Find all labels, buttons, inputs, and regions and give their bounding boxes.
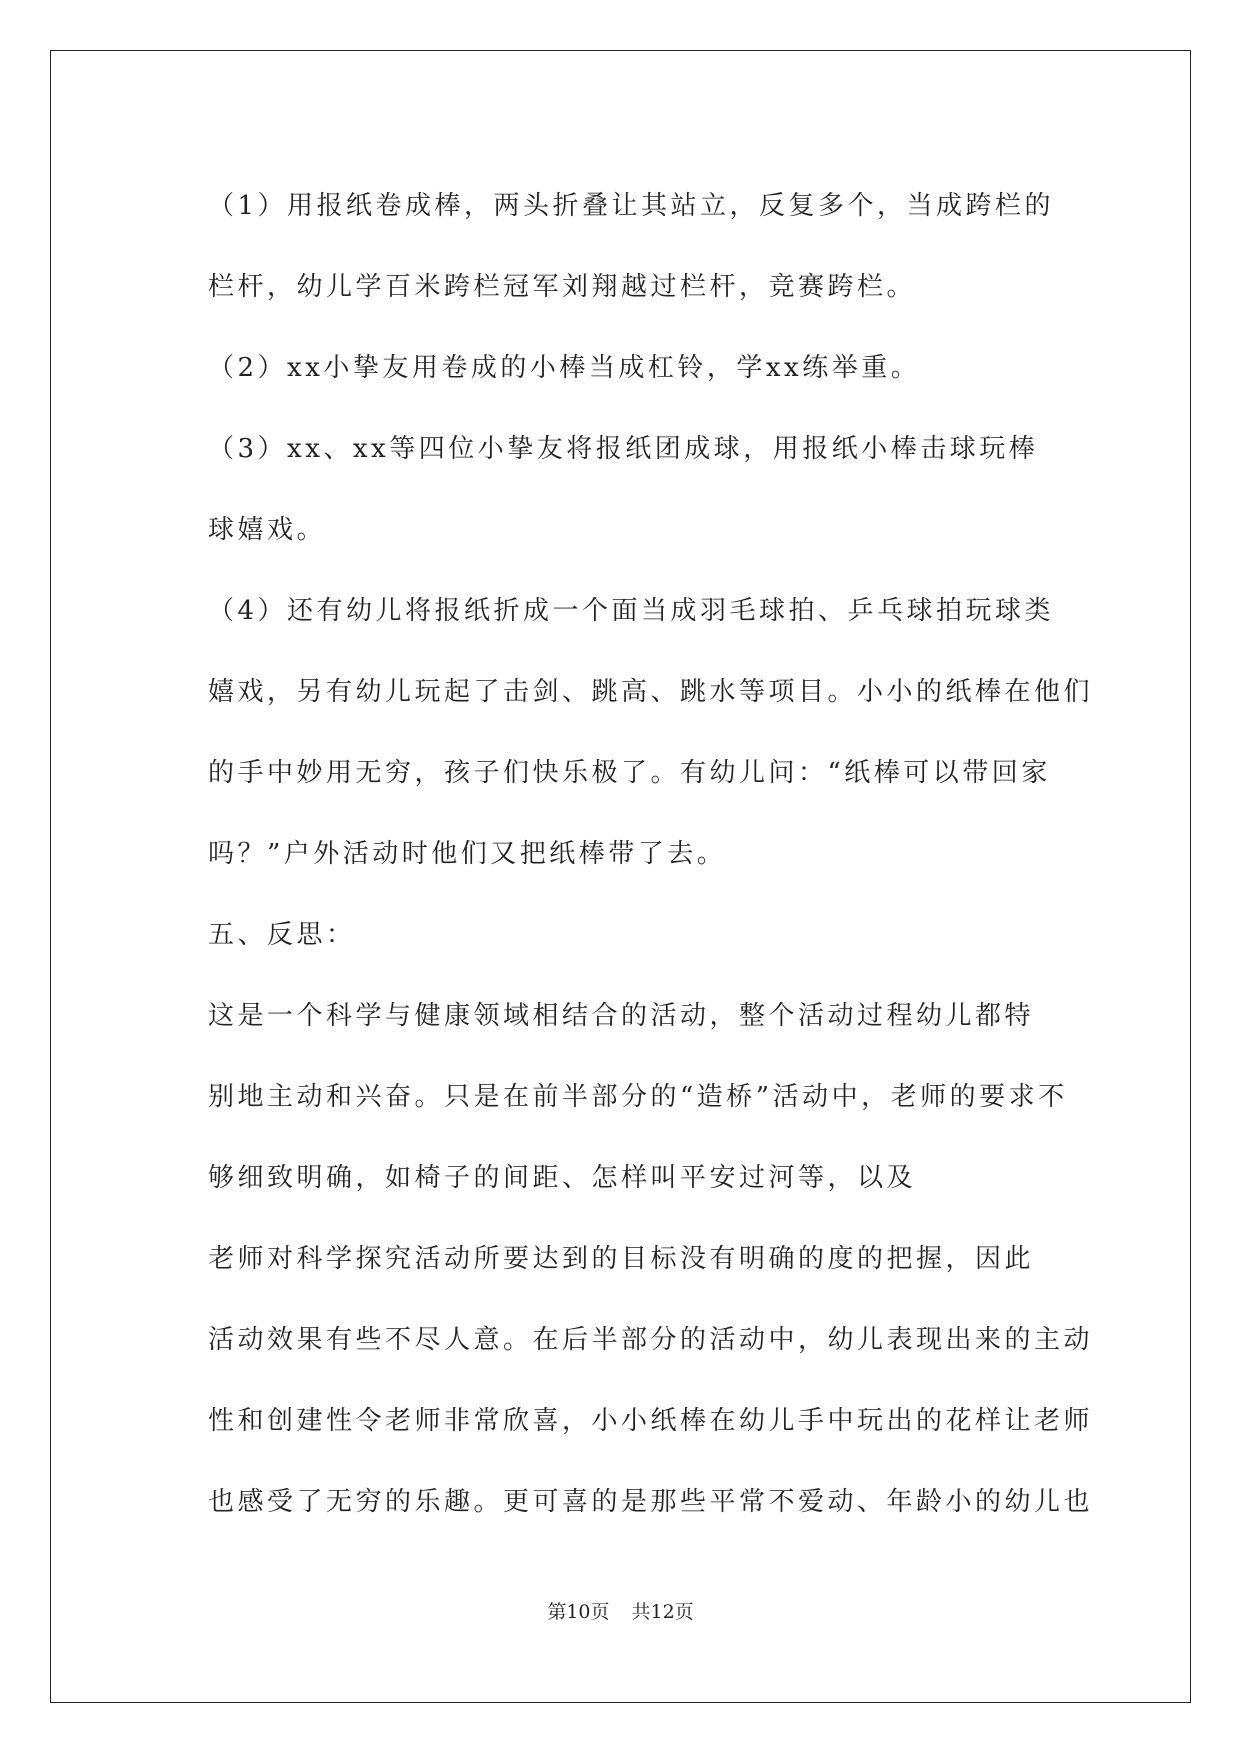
text-line: 吗？”户外活动时他们又把纸棒带了去。 [208, 839, 727, 869]
text-line: 的手中妙用无穷，孩子们快乐极了。有幼儿问：“纸棒可以带回家 [208, 758, 1051, 788]
text-line: 嬉戏，另有幼儿玩起了击剑、跳高、跳水等项目。小小的纸棒在他们 [208, 677, 1094, 707]
text-line: 性和创建性令老师非常欣喜，小小纸棒在幼儿手中玩出的花样让老师 [208, 1406, 1094, 1436]
text-line: 这是一个科学与健康领域相结合的活动，整个活动过程幼儿都特 [208, 1001, 1035, 1031]
text-line: （4）还有幼儿将报纸折成一个面当成羽毛球拍、乒乓球拍玩球类 [208, 596, 1055, 626]
paragraph-2 [152, 328, 1088, 409]
paragraph-6 [152, 1219, 1094, 1543]
text-line: 栏杆，幼儿学百米跨栏冠军刘翔越过栏杆，竞赛跨栏。 [208, 272, 917, 302]
text-line: （1）用报纸卷成棒，两头折叠让其站立，反复多个，当成跨栏的 [208, 191, 1055, 221]
text-line: 球嬉戏。 [208, 515, 327, 545]
page-footer [0, 1597, 1241, 1624]
section-heading-reflection [152, 895, 1088, 976]
paragraph-4 [152, 571, 1094, 895]
text-line: 够细致明确，如椅子的间距、怎样叫平安过河等，以及 [208, 1163, 917, 1193]
text-line: 别地主动和兴奋。只是在前半部分的“造桥”活动中，老师的要求不 [208, 1082, 1068, 1112]
text-line: 也感受了无穷的乐趣。更可喜的是那些平常不爱动、年龄小的幼儿也 [208, 1487, 1094, 1517]
page-number-total: 共12页 [631, 1601, 694, 1623]
paragraph-3 [152, 409, 1088, 571]
paragraph-5 [152, 976, 1088, 1219]
text-line: 五、反思： [208, 920, 356, 950]
text-line: （2）xx小挚友用卷成的小棒当成杠铃，学xx练举重。 [208, 353, 921, 383]
text-line: 老师对科学探究活动所要达到的目标没有明确的度的把握，因此 [208, 1244, 1035, 1274]
text-line: （3）xx、xx等四位小挚友将报纸团成球，用报纸小棒击球玩棒 [208, 434, 1039, 464]
text-line: 活动效果有些不尽人意。在后半部分的活动中，幼儿表现出来的主动 [208, 1325, 1094, 1355]
paragraph-1 [152, 166, 1088, 328]
page-number-current: 第10页 [547, 1601, 610, 1623]
document-body [152, 166, 1094, 1543]
